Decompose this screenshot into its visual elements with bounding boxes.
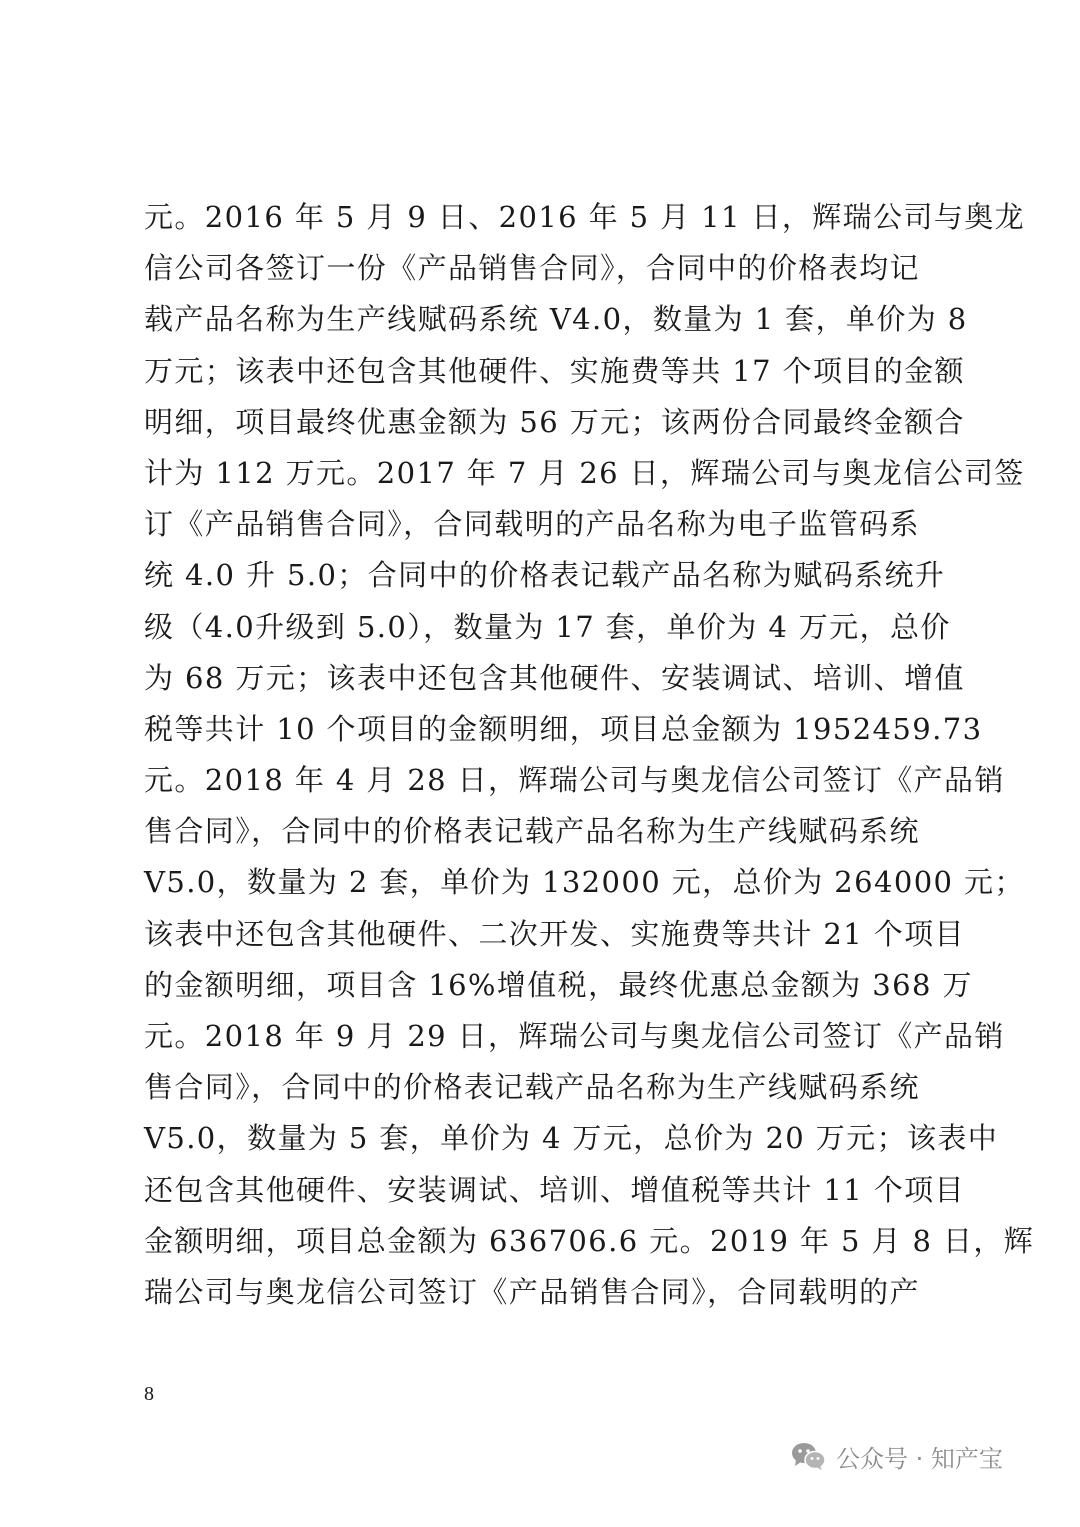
text-line: 元。2016 年 5 月 9 日、2016 年 5 月 11 日，辉瑞公司与奥龙 <box>144 200 1026 234</box>
footer-text: 公众号 · 知产宝 <box>836 1444 1003 1473</box>
wechat-icon <box>790 1441 826 1471</box>
body-paragraph <box>144 192 1035 1318</box>
text-line: 级（4.0升级到 5.0），数量为 17 套，单价为 4 万元，总价 <box>144 609 951 644</box>
text-line: 元。2018 年 4 月 28 日，辉瑞公司与奥龙信公司签订《产品销 <box>144 763 1005 798</box>
text-line: 明细，项目最终优惠金额为 56 万元；该两份合同最终金额合 <box>144 404 965 439</box>
text-line: 售合同》，合同中的价格表记载产品名称为生产线赋码系统 <box>144 1070 920 1105</box>
text-line: 元。2018 年 9 月 29 日，辉瑞公司与奥龙信公司签订《产品销 <box>144 1019 1005 1053</box>
page-number: 8 <box>144 1383 154 1405</box>
text-line: 计为 112 万元。2017 年 7 月 26 日，辉瑞公司与奥龙信公司签 <box>144 455 1025 490</box>
text-line: 瑞公司与奥龙信公司签订《产品销售合同》，合同载明的产 <box>144 1274 920 1309</box>
text-line: 统 4.0 升 5.0；合同中的价格表记载产品名称为赋码系统升 <box>144 558 946 593</box>
text-line: V5.0，数量为 2 套，单价为 132000 元，总价为 264000 元； <box>144 865 1025 900</box>
text-line: 万元；该表中还包含其他硬件、实施费等共 17 个项目的金额 <box>144 353 965 388</box>
footer-attribution <box>790 1436 1003 1476</box>
text-line: 信公司各签订一份《产品销售合同》，合同中的价格表均记 <box>144 251 920 286</box>
text-line: 还包含其他硬件、安装调试、培训、增值税等共计 11 个项目 <box>144 1172 965 1207</box>
text-line: V5.0，数量为 5 套，单价为 4 万元，总价为 20 万元；该表中 <box>144 1121 999 1156</box>
text-line: 订《产品销售合同》，合同载明的产品名称为电子监管码系 <box>144 507 920 542</box>
text-line: 金额明细，项目总金额为 636706.6 元。2019 年 5 月 8 日，辉 <box>144 1223 1035 1258</box>
text-line: 载产品名称为生产线赋码系统 V4.0，数量为 1 套，单价为 8 <box>144 302 968 337</box>
text-line: 该表中还包含其他硬件、二次开发、实施费等共计 21 个项目 <box>144 916 965 951</box>
text-line: 售合同》，合同中的价格表记载产品名称为生产线赋码系统 <box>144 814 920 849</box>
text-line: 税等共计 10 个项目的金额明细，项目总金额为 1952459.73 <box>144 711 983 746</box>
text-line: 为 68 万元；该表中还包含其他硬件、安装调试、培训、增值 <box>144 660 965 695</box>
text-line: 的金额明细，项目含 16%增值税，最终优惠总金额为 368 万 <box>144 967 973 1002</box>
